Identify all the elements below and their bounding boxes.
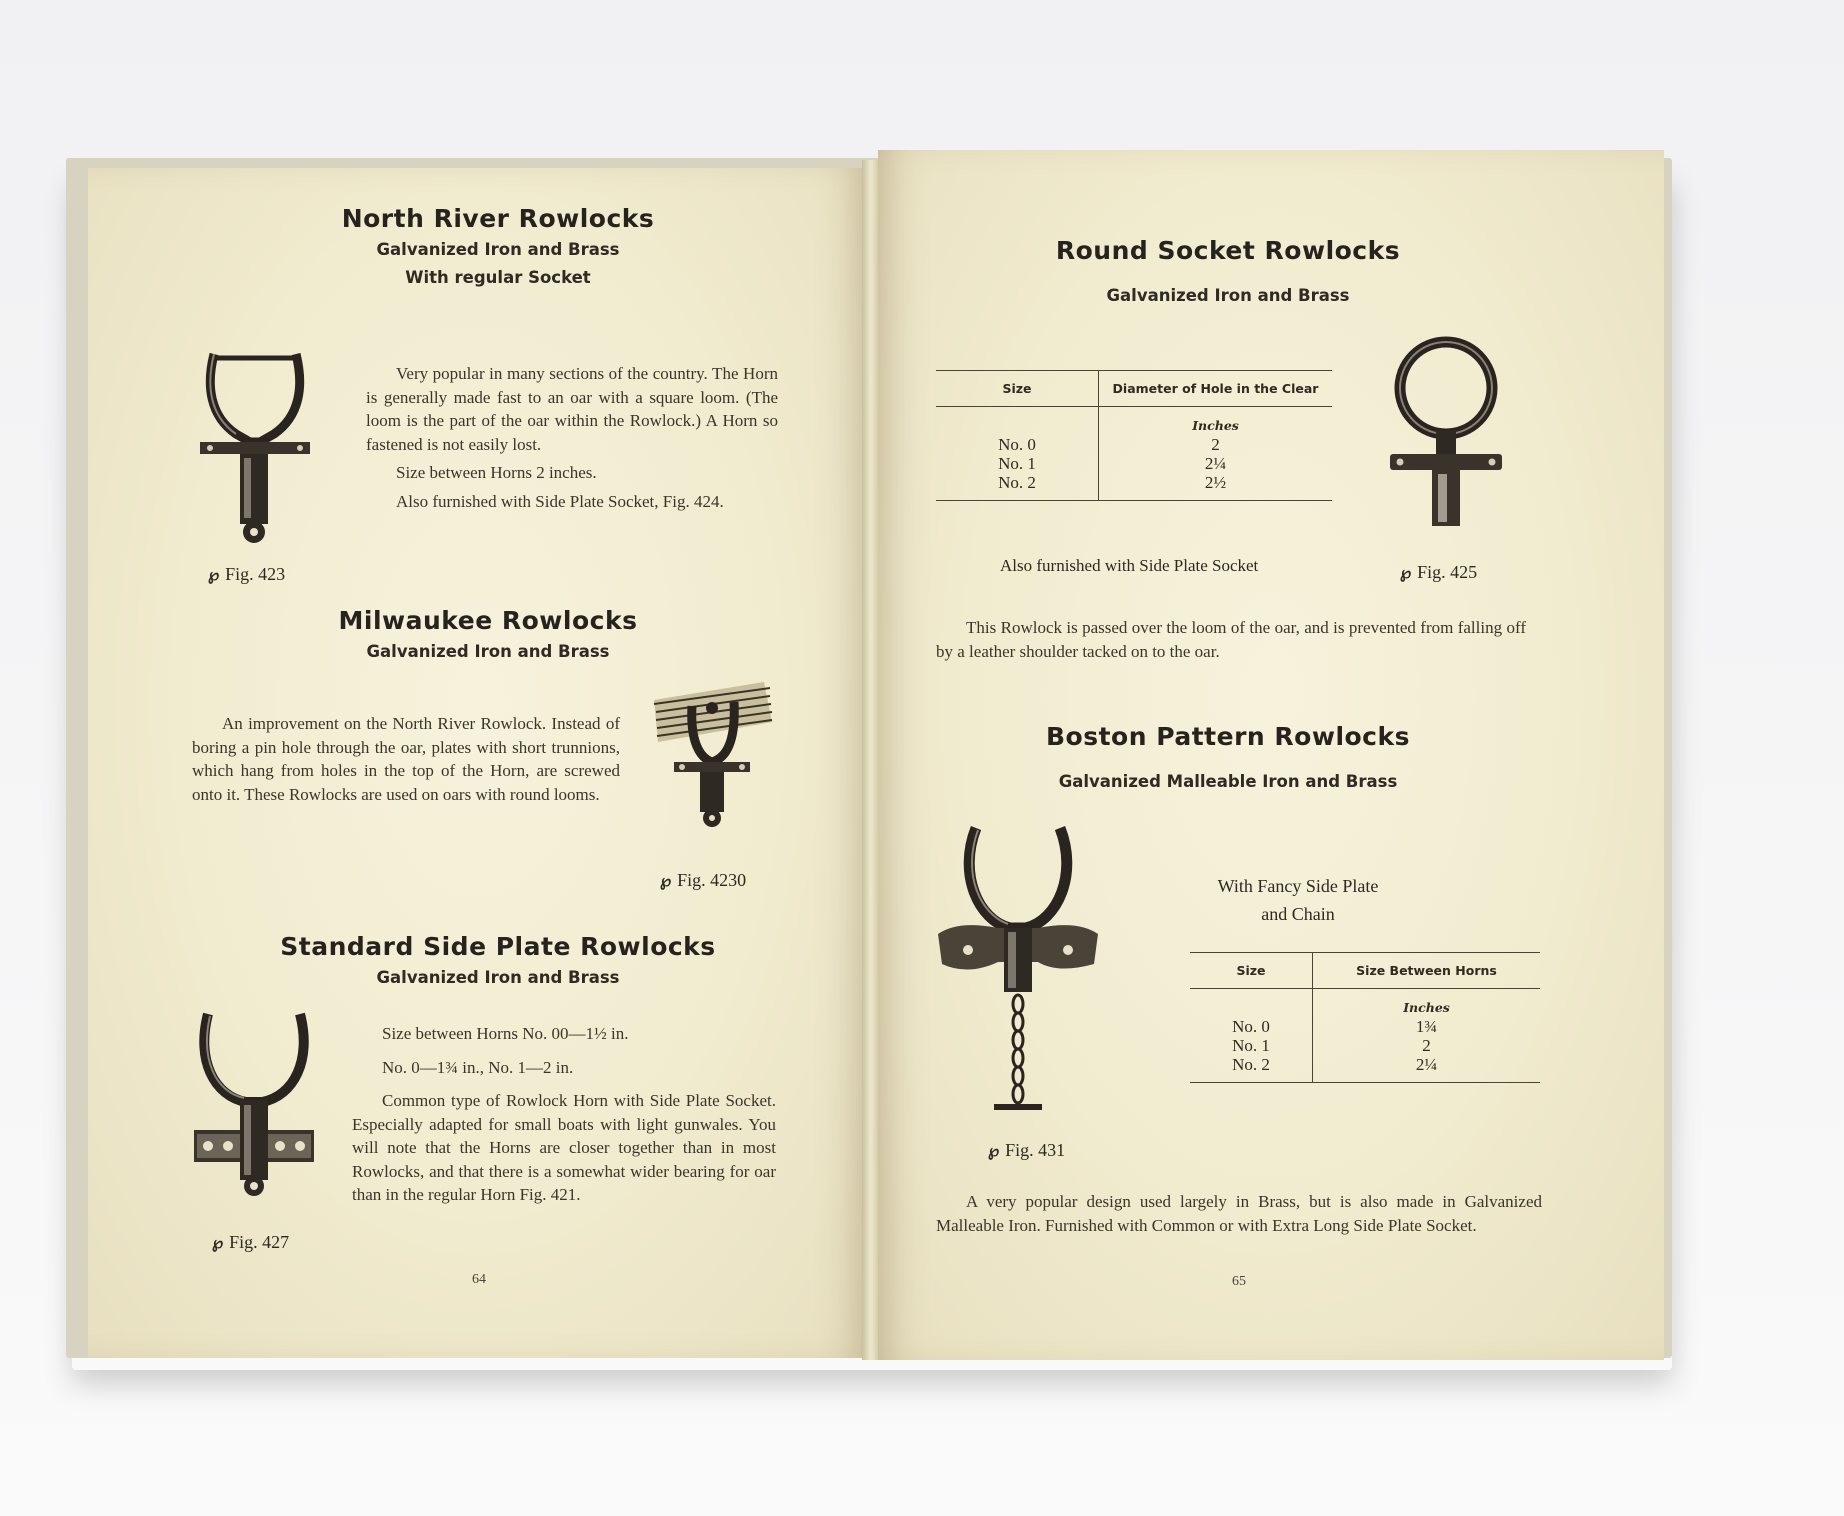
table-row	[936, 435, 1332, 454]
table-row	[936, 454, 1332, 473]
left-page	[88, 168, 868, 1358]
round-row-2-size: No. 2	[936, 473, 1099, 501]
table-row	[1190, 1017, 1540, 1036]
standard-side-plate-subtitle: Galvanized Iron and Brass	[376, 968, 620, 987]
boston-row-1-value: 2	[1422, 1036, 1431, 1055]
boston-pattern-title: Boston Pattern Rowlocks	[1045, 722, 1411, 751]
standard-description: Common type of Rowlock Horn with Side Plate Socket. Especially adapted for small boats with light gunwales. You will note that the Horns are closer together than in most Rowlocks, and that there is a somewhat wider bearing for oar than in the regular Horn Fig. 421.	[352, 1091, 776, 1204]
fig-427-label: Fig. 427	[229, 1232, 290, 1252]
round-socket-also-note: Also furnished with Side Plate Socket	[1000, 556, 1259, 575]
boston-note-line-1: With Fancy Side Plate	[1217, 876, 1379, 896]
right-page	[878, 150, 1664, 1360]
north-river-paragraph-3: Also furnished with Side Plate Socket, Fig. 424.	[396, 491, 724, 511]
round-socket-rowlock-illustration	[1386, 336, 1506, 536]
fig-mark-icon: ℘	[212, 1235, 224, 1252]
boston-row-0-size: No. 0	[1190, 1017, 1313, 1036]
boston-pattern-subtitle: Galvanized Malleable Iron and Brass	[1058, 772, 1398, 791]
fig-431-label: Fig. 431	[1005, 1140, 1066, 1160]
round-row-0-value: 2	[1211, 435, 1220, 454]
north-river-rowlock-illustration	[200, 346, 310, 556]
north-river-description	[366, 362, 778, 518]
standard-side-plate-title: Standard Side Plate Rowlocks	[280, 932, 716, 961]
fig-425-label: Fig. 425	[1417, 562, 1478, 582]
milwaukee-title: Milwaukee Rowlocks	[338, 606, 638, 635]
boston-table-unit: Inches	[1403, 1000, 1450, 1015]
boston-row-0-value: 1¾	[1415, 1017, 1438, 1036]
fig-mark-icon: ℘	[1400, 565, 1412, 582]
round-row-1-size: No. 1	[936, 454, 1099, 473]
boston-table-header-between: Size Between Horns	[1313, 953, 1541, 989]
boston-pattern-table	[1190, 952, 1540, 1083]
round-table-header-size: Size	[936, 371, 1099, 407]
round-socket-table	[936, 370, 1332, 501]
boston-row-1-size: No. 1	[1190, 1036, 1313, 1055]
boston-note	[1178, 872, 1418, 928]
fig-425-caption	[1400, 562, 1477, 583]
north-river-paragraph-2: Size between Horns 2 inches.	[396, 463, 597, 482]
page-number-right: 65	[1232, 1274, 1246, 1289]
round-table-unit: Inches	[1192, 418, 1239, 433]
north-river-subtitle: Galvanized Iron and Brass	[376, 240, 620, 259]
round-socket-title: Round Socket Rowlocks	[1055, 236, 1401, 265]
milwaukee-description: An improvement on the North River Rowlock. Instead of boring a pin hole through the oar, plates with short trunnions, which hang from holes in the top of the Horn, are screwed onto it. These Rowlocks are used on oars with round looms.	[192, 714, 620, 804]
fig-mark-icon: ℘	[660, 873, 672, 890]
fig-423-caption	[208, 564, 285, 585]
boston-row-2-size: No. 2	[1190, 1055, 1313, 1083]
round-table-header-diameter: Diameter of Hole in the Clear	[1099, 371, 1333, 407]
fig-4230-label: Fig. 4230	[677, 870, 747, 890]
page-number-left: 64	[472, 1272, 486, 1287]
table-row	[936, 473, 1332, 501]
fig-mark-icon: ℘	[208, 567, 220, 584]
milwaukee-rowlock-illustration	[654, 682, 774, 832]
fig-4230-caption	[660, 870, 746, 891]
round-row-1-value: 2¼	[1204, 454, 1227, 473]
fig-431-caption	[988, 1140, 1065, 1161]
boston-pattern-rowlock-illustration	[938, 824, 1098, 1124]
boston-note-line-2: and Chain	[1261, 904, 1335, 924]
north-river-paragraph-1: Very popular in many sections of the country. The Horn is generally made fast to an oar with a square loom. (The loom is the part of the oar within the Rowlock.) A Horn so fastened is not easily lost.	[366, 364, 778, 454]
standard-side-plate-rowlock-illustration	[194, 1010, 314, 1200]
table-row	[1190, 1036, 1540, 1055]
milwaukee-subtitle: Galvanized Iron and Brass	[366, 642, 610, 661]
fig-mark-icon: ℘	[988, 1143, 1000, 1160]
north-river-socket-subtitle: With regular Socket	[405, 268, 591, 287]
round-row-2-value: 2½	[1099, 473, 1333, 501]
round-row-0-size: No. 0	[936, 435, 1099, 454]
north-river-title: North River Rowlocks	[341, 204, 655, 233]
table-row	[1190, 1055, 1540, 1083]
boston-pattern-description: A very popular design used largely in Brass, but is also made in Galvanized Malleable Iron. Furnished with Common or with Extra Long Side Plate Socket.	[936, 1192, 1542, 1235]
round-socket-description: This Rowlock is passed over the loom of the oar, and is prevented from falling off by a leather shoulder tacked on to the oar.	[936, 618, 1526, 661]
round-socket-subtitle: Galvanized Iron and Brass	[1106, 286, 1350, 305]
fig-427-caption	[212, 1232, 289, 1253]
standard-size-line-2: No. 0—1¾ in., No. 1—2 in.	[382, 1057, 574, 1077]
standard-size-line-1: Size between Horns No. 00—1½ in.	[382, 1024, 629, 1043]
boston-table-header-size: Size	[1190, 953, 1313, 989]
fig-423-label: Fig. 423	[225, 564, 286, 584]
standard-side-plate-description	[352, 1022, 776, 1212]
boston-row-2-value: 2¼	[1313, 1055, 1541, 1083]
